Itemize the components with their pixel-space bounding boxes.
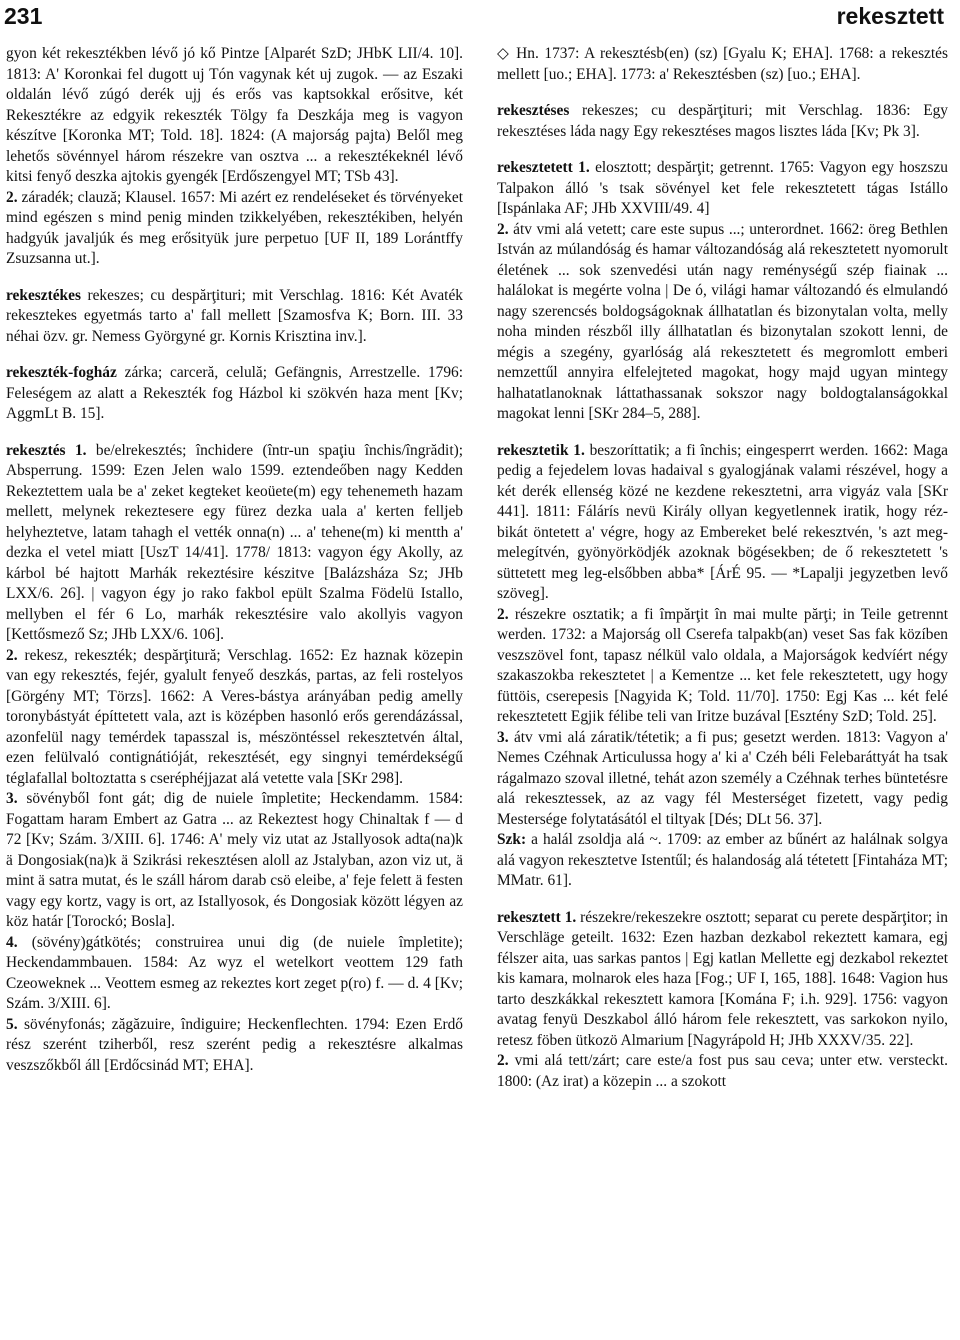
sense-number: 5. bbox=[6, 1015, 18, 1033]
entry-text: zárka; carceră, celulă; Gefängnis, Arrestzelle. 1796: Feleségem az alatt a Rekeszték fog Házbol ki szökvén haza ment [Kv; AggmLt B. 15]. bbox=[6, 364, 463, 422]
entry-paragraph bbox=[6, 789, 463, 933]
dictionary-entry bbox=[6, 363, 463, 425]
entry-headword: rekesztés bbox=[6, 441, 66, 459]
sense-number: 2. bbox=[6, 188, 18, 206]
dictionary-entry bbox=[6, 286, 463, 348]
entry-paragraph bbox=[497, 728, 948, 831]
sense-number: 4. bbox=[6, 933, 18, 951]
sense-number: 2. bbox=[497, 1052, 509, 1069]
entry-text: rekesz, rekeszték; despărţitură; Verschlag. 1652: Ez haznak közepin van egy rekesztés, fejér, gyalult fenyeő deszkás, partas, az feli rostelyos [Görgény MT; Törzs]. 1662: A Veres-bástya arányában pedig amelly toronybástyát építtetett vala, azt is középben hasonló erős gerendázással, azonfelül nagy temérdek tapasszal is, mészöntéssel rekesztetvén által, ezen felülvaló contignátióját, rekesztését, egy singnyi temérdekségű téglafallal boltoztatta s cseréphéjjazat alá vetette vala [SKr 298]. bbox=[6, 646, 463, 787]
sense-number: 2. bbox=[6, 646, 18, 664]
dictionary-entry bbox=[497, 908, 948, 1052]
entry-paragraph bbox=[6, 646, 463, 790]
entry-headword: rekesztékes bbox=[6, 286, 81, 304]
entry-text: elosztott; despărţit; getrennt. 1765: Vagyon egy hoszszu Talpakon álló 's tsak sövényel ket fele rekesztetett tágas Istállo [Ispánlaka AF; JHb XXVIII/49. 4] bbox=[497, 159, 948, 217]
left-column bbox=[6, 44, 463, 1076]
sense-number: 2. bbox=[497, 220, 509, 238]
entry-headword: rekesztéses bbox=[497, 102, 570, 119]
sense-number: 1. bbox=[578, 159, 590, 176]
entry-paragraph bbox=[6, 44, 463, 188]
entry-headword: rekesztett bbox=[497, 908, 561, 926]
sense-number: 1. bbox=[573, 441, 585, 459]
sense-number: 1. bbox=[564, 908, 577, 926]
running-header bbox=[0, 0, 960, 34]
entry-paragraph bbox=[497, 1051, 948, 1092]
sense-number: 2. bbox=[497, 605, 509, 623]
entry-text: rekeszes; cu despărţituri; mit Verschlag. 1836: Egy rekesztéses láda nagy Egy rekesztéses magos lisztes láda [Kv; Pk 3]. bbox=[497, 102, 948, 140]
entry-paragraph bbox=[6, 188, 463, 270]
sense-number: 1. bbox=[74, 441, 87, 459]
right-column bbox=[497, 44, 948, 1092]
entry-text: (sövény)gátkötés; construirea unui dig (de nuiele împletite); Heckendammbauen. 1584: Az wyz el wetelkort veottem 129 fath Czeoweknek ... Veottem esmeg az rekeztes kort zeget p(ro) f. — d. 4 [Kv; Szám. 3/XIII. 6]. bbox=[6, 933, 463, 1012]
entry-paragraph bbox=[497, 830, 948, 892]
entry-text: sövényfonás; zăgăzuire, îndiguire; Heckenflechten. 1794: Ezen Erdő rész szerént tziherből, resz szerént pedig a rekesztésre alkalmas veszszőkből áll [Erdőcsinád MT; EHA]. bbox=[6, 1015, 463, 1074]
entry-text: rekeszes; cu despărţituri; mit Verschlag. 1816: Két Avaték rekesztekes egyetmás tarto a' fall mellett [Szamosfva K; Born. III. 33 néhai özv. gr. Nemess Györgyné gr. Kornis Krisztina inv.]. bbox=[6, 286, 463, 345]
entry-text: gyon két rekesztékben lévő jó kő Pintze [Alparét SzD; JHbK LII/4. 10]. 1813: A' Koronkai fel dugott uj Tón vagynak két uj zugok. — az Eszaki oldalán lévő zúgó derék ujj és erős vas kaptsokkal erősitve, két Rekesztékre az edgyik rekeszték Tölgy fa Deszkája meg is vagyon készítve [Koronka MT; Told. 18]. 1824: (A majorság pajta) Belől meg lehetős sövénnyel három részekre van osztva ... a rekesztékeknél lévő kitsi fenyő deszka ajtokis gyengék [Erdőszengyel MT; TSb 43]. bbox=[6, 45, 463, 185]
entry-text: a halál zsoldja alá ~. 1709: az ember az bűnért az halálnak solgya alá vagyon rekesztetve Istentűl; és halandoság alá tétetett [Fintaháza MT; MMatr. 61]. bbox=[497, 831, 948, 889]
entry-paragraph bbox=[6, 1015, 463, 1077]
entry-headword: rekesztetik bbox=[497, 441, 569, 459]
sense-number: 3. bbox=[6, 790, 18, 807]
entry-label: Szk: bbox=[497, 831, 527, 848]
entry-paragraph bbox=[497, 220, 948, 425]
entry-paragraph bbox=[497, 44, 948, 85]
dictionary-entry bbox=[497, 441, 948, 605]
entry-text: beszoríttatik; a fi închis; eingesperrt werden. 1662: Maga pedig a fejedelem lovas hadaival s gyalogjának valami részével, hogy a két derék ellenség közé ne kezdene rekesztetni, arra vigyáz vala [SKr 441]. 1811: Fálárís nevü Király ollyan kegyetlennek iratik, hogy réz-bikát öntetett a' végre, hogy az Embereket belé rekesztvén, 's azt meg-melegítvén, gyönyörködjék azoknak bögésekben; de ő rekesztetett 's süttetett meg leg-elsőbben abba* [ÁrÉ 95. — *Lapalji jegyzetben levő szöveg]. bbox=[497, 441, 948, 602]
entry-text: vmi alá tett/zárt; care este/a fost pus sau ceva; unter etw. versteckt. 1800: (Az irat) a közepin ... a szokott bbox=[497, 1052, 948, 1090]
dictionary-entry bbox=[497, 158, 948, 220]
sense-number: 3. bbox=[497, 728, 509, 746]
entry-text: sövényből font gát; dig de nuiele împletite; Heckendamm. 1584: Fogattam haram Embert az Gatra ... az Rekeztest hogy Chinaltak f — d 72 [Kv; Szám. 3/XIII. 6]. 1746: A' mely viz utat az Jstallyosok adta(na)k ä Dongosiak(na)k ä Szikrási rekesztésen aloll az Jstalyban, azon viz ut, ä mint ä satra mutat, és le száll három darab csö eleibe, a' feje felett ä festen vagy egy kortz, vagy is ort, az Istallyosok, és Dongosiak között légyen az köz határ [Torockó; Bosla]. bbox=[6, 790, 463, 930]
entry-paragraph bbox=[6, 933, 463, 1015]
entry-text: be/elrekesztés; închidere (într-un spaţiu închis/îngrădit); Absperrung. 1599: Ezen Jelen walo 1599. eztendeőben nagy Kedden Rekeztettem uala be a' zeket kegteket keoüete(m) egy tehenemeth hazam mellett, melynek rekeztesere egy fürez dezka uala a' kerten felljeb helyheztetve, latam tahagh el vették onna(n) ... a' tehene(m) ki mentth a' dezka el vetel miatt [UszT 14/41]. 1778/ 1813: vagyon égy Akolly, az kárbol bé hajtott Marhák rekeztésire készitve [Balázsháza Sz; JHb LXX/6. 26]. | vagyon égy jo rako fakbol epült Szalma Födelü Istallo, mellyben el fér 6 Lo, marhák rekesztésire valo akollyis vagyon [Kettősmező Sz; JHb LXX/6. 106]. bbox=[6, 441, 464, 643]
entry-text: átv vmi alá vetett; care este supus ...; unterordnet. 1662: öreg Bethlen István az múlandóság és hamar változandóság alá rekesztetett nyomorult életének ... sok szenvedési után nagy reménységű szép fiainak ... halálokat is megérte volna | De ó, világi hamar változandó és elmulandó nagy szerencsés boldogságoknak állhatatlan és bizonytalan volta, melly noha minden részből illy állhatatlan és bizonytalan szokott lenni, de mégis a szegény, gyarlóság alá rekesztetett és megromlott emberi nemzettűl annyira elfelejteted magokat, hogy majd ugyan mintegy halhatatlanoknak láttathassanak sokszor nagy boldogtalanságokkal magokat lenni [SKr 284–5, 288]. bbox=[497, 220, 948, 422]
entry-text: ◇ Hn. 1737: A rekesztésb(en) (sz) [Gyalu K; EHA]. 1768: a rekesztés mellett [uo.; EHA]. 1773: a' Rekesztésben (sz) [uo.; EHA]. bbox=[497, 45, 948, 83]
entry-text: részekre/rekeszekre osztott; separat cu perete despărţitor; in Verschläge geteilt. 1632: Ezen hazban dezkabol rekeztett kamara, egj félszer aita, uas sarkas pantos | Egj katlan Mellette egj dezkabol rekeztet kis kamara, molnarok eles haza [Fog.; UF I, 165, 188]. 1648: Vagion hus tarto deszkákkal rekesztett kamora [Komána F; i.h. 929]. 1756: vagyon avatag fenyü Deszkabol álló három fele rekesztett, vas sarkokon nyilo, retesz föben ütkozö Almarium [Nagyrápold H; JHb XXXV/35. 22]. bbox=[497, 908, 948, 1049]
entry-text: átv vmi alá záratik/tétetik; a fi pus; gesetzt werden. 1813: Vagyon a' Nemes Czéhnak Articulussa hogy a' ki a' Czéh béli Felebaráttyát ha tsak rágalmazo szoval illetné, tehát azon személy a Czéhnak terhes büntetésre alá rekesztessek, az az vagy fél Mesterséget fizetett, vagy pedig Mestersége folytatásától el tiltyak [Dés; DLt 56. 37]. bbox=[497, 728, 948, 828]
entry-text: záradék; clauză; Klausel. 1657: Mi azért ez rendeléseket és törvényeket mind egészen s mind penig minden tzikkelyében, rekesztékiben, helyén hadgyúk javaljúk és meg erősityük jure perpetuo [UF II, 189 Lorántffy Zsuzsanna ut.]. bbox=[6, 188, 463, 267]
entry-headword: rekeszték-fogház bbox=[6, 364, 117, 381]
dictionary-entry bbox=[6, 441, 463, 646]
page-number: 231 bbox=[4, 3, 43, 29]
entry-paragraph bbox=[497, 605, 948, 728]
entry-headword: rekesztetett bbox=[497, 159, 573, 176]
entry-text: részekre osztatik; a fi împărţit în mai multe părţi; in Teile getrennt werden. 1732: a Majorság oll Cserefa talpakb(an) veset Sas fak közíben veszszövel font, tapasz nélkül valo oldala, a Majorságok kedvíért négy szakaszokba rekesztetet | a Kementze ... ket fele rekesztetett, ugy hogy füttöis, cserepesis [Nagyida K; Told. 11/70]. 1750: Egj Kas ... két felé rekesztetett Egjik félibe teli van Iritze buzával [Esztény SzD; Told. 25]. bbox=[497, 605, 948, 725]
running-head-word: rekesztett bbox=[836, 3, 944, 29]
dictionary-entry bbox=[497, 101, 948, 142]
